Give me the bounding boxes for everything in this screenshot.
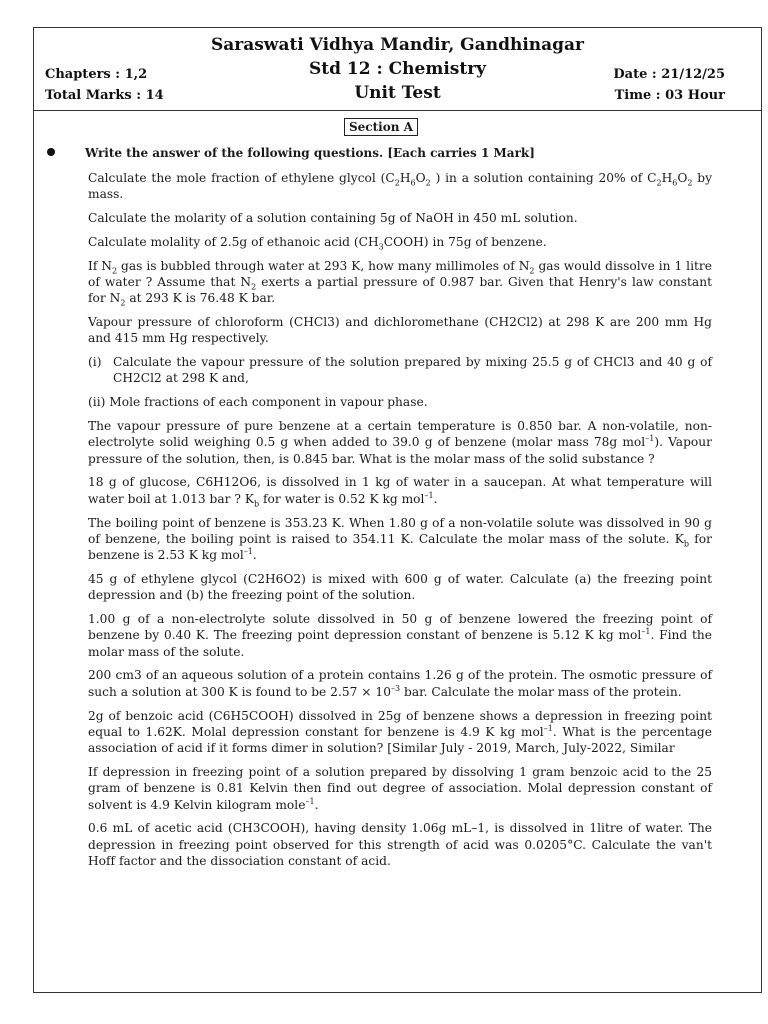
question-11: 200 cm3 of an aqueous solution of a protein contains 1.26 g of the protein. The osmotic pressure of such a solution at 300 K is found to be $2.57 \times 10^{-3}$ bar. Calculate the molar mass of the protein. xyxy=(88,668,712,699)
question-8: The boiling point of benzene is 353.23 K. When 1.80 g of a non-volatile solute was dissolved in 90 g of benzene, the boiling point is raised to 354.11 K. Calculate the molar mass of the solute. $K_b$ for benzene is 2.53 K kg mol$^{-1}$. xyxy=(88,515,712,563)
chapters: Chapters : 1,2 xyxy=(45,67,148,82)
test-title: Unit Test xyxy=(354,83,441,103)
question-3: Calculate molality of 2.5g of ethanoic acid $(CH_3COOH)$ in 75g of benzene. xyxy=(88,234,547,252)
question-13: If depression in freezing point of a solution prepared by dissolving 1 gram benzoic acid to the 25 gram of benzene is 0.81 Kelvin then find out degree of association. Molal depression constant of solvent is 4.9 Kelvin kilogram mole$^{-1}$. xyxy=(88,764,712,812)
question-4: If $N_2$ gas is bubbled through water at 293 K, how many millimoles of $N_2$ gas would dissolve in 1 litre of water ? Assume that $N_2$ exerts a partial pressure of 0.987 bar. Given that Henry's law constant for $N_2$ at 293 K is 76.48 K bar. xyxy=(88,258,713,308)
standard-subject: Std 12 : Chemistry xyxy=(308,59,487,79)
section-label: Section A xyxy=(344,118,418,136)
question-5-part-i xyxy=(88,354,712,387)
date: Date : 21/12/25 xyxy=(613,67,725,82)
bullet-icon xyxy=(47,148,55,156)
question-5: Vapour pressure of chloroform (CHCl3) and dichloromethane (CH2Cl2) at 298 K are 200 mm Hg and 415 mm Hg respectively. xyxy=(88,315,712,346)
question-2: Calculate the molarity of a solution containing 5g of NaOH in 450 mL solution. xyxy=(88,211,578,226)
header xyxy=(34,28,761,111)
question-10: 1.00 g of a non-electrolyte solute dissolved in 50 g of benzene lowered the freezing point of benzene by 0.40 K. The freezing point depression constant of benzene is 5.12 K kg mol$^{-1}$. Find the molar mass of the solute. xyxy=(88,612,712,659)
paper-frame xyxy=(33,27,762,993)
time: Time : 03 Hour xyxy=(614,88,725,103)
question-14: 0.6 mL of acetic acid (CH3COOH), having density 1.06g mL–1, is dissolved in 1litre of water. The depression in freezing point observed for this strength of acid was 0.0205°C. Calculate the van't Hoff factor and the dissociation constant of acid. xyxy=(88,821,712,868)
question-12: 2g of benzoic acid (C6H5COOH) dissolved in 25g of benzene shows a depression in freezing point equal to 1.62K. Molal depression constant for benzene is 4.9 K kg mol$^{-1}$. What is the percentage association of acid if it forms dimer in solution? [Similar July - 2019, March, July-2022, Similar xyxy=(88,708,712,756)
instruction: Write the answer of the following questions. [Each carries 1 Mark] xyxy=(85,146,535,160)
question-1: Calculate the mole fraction of ethylene glycol ($C_2H_6O_2$ ) in a solution containing 20% of $C_2H_6O_2$ by mass. xyxy=(88,171,712,202)
question-5-part-ii: (ii) Mole fractions of each component in vapour phase. xyxy=(88,395,428,410)
question-9: 45 g of ethylene glycol (C2H6O2) is mixed with 600 g of water. Calculate (a) the freezing point depression and (b) the freezing point of the solution. xyxy=(88,571,712,603)
total-marks: Total Marks : 14 xyxy=(45,88,164,103)
part-text: Calculate the vapour pressure of the solution prepared by mixing 25.5 g of CHCl3 and 40 g of CH2Cl2 at 298 K and, xyxy=(113,355,712,386)
question-list xyxy=(88,170,712,877)
question-6: The vapour pressure of pure benzene at a certain temperature is 0.850 bar. A non-volatile, non-electrolyte solid weighing 0.5 g when added to 39.0 g of benzene (molar mass 78g mol$^{-1}$). Vapour pressure of the solution, then, is 0.845 bar. What is the molar mass of the solid substance ? xyxy=(88,419,712,466)
part-number: (i) xyxy=(88,355,102,370)
question-7: 18 g of glucose, C6H12O6, is dissolved in 1 kg of water in a saucepan. At what temperature will water boil at 1.013 bar ? $K_b$ for water is 0.52 K kg mol$^{-1}$. xyxy=(88,475,712,509)
school-name: Saraswati Vidhya Mandir, Gandhinagar xyxy=(210,35,585,55)
